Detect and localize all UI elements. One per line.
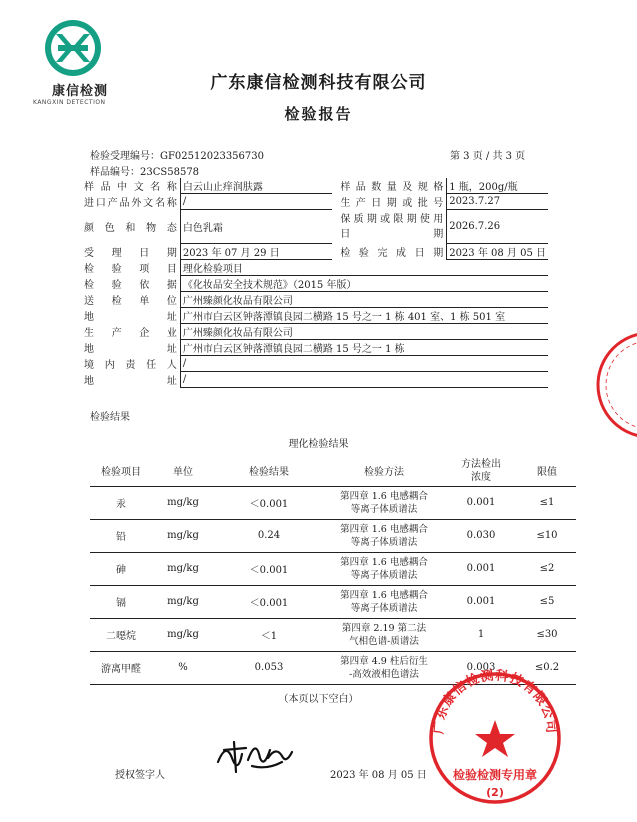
cell-item: 汞 — [116, 499, 126, 510]
info-value: 2026.7.26 — [447, 210, 548, 244]
info-value: 白色乳霜 — [180, 210, 332, 244]
info-label: 境内责任人 — [82, 356, 180, 372]
cell-unit: mg/kg — [167, 563, 199, 574]
cell-method-line: 气相色谱-质谱法 — [349, 635, 419, 647]
info-label — [332, 210, 446, 244]
info-label: 检验依据 — [82, 276, 180, 292]
column-header: 检验方法 — [324, 456, 444, 486]
cell-limit: ≤30 — [536, 629, 558, 640]
info-row — [82, 292, 548, 308]
cell-detection: 0.030 — [466, 530, 496, 541]
info-label: 检验完成日期 — [332, 244, 446, 260]
info-row — [82, 324, 548, 340]
info-label: 样品数量及规格 — [332, 178, 446, 194]
cell-item: 铅 — [116, 532, 126, 543]
cell-limit: ≤2 — [539, 563, 555, 574]
sample-number: 样品编号：23CS58578 — [90, 167, 200, 178]
info-label: 检验项目 — [82, 260, 180, 276]
cell-method — [324, 618, 444, 651]
column-header — [444, 456, 518, 486]
cell-method-line: 第四章 1.6 电感耦合 — [340, 589, 428, 601]
cell-method — [324, 519, 444, 552]
cell-detection: 0.001 — [466, 596, 496, 607]
info-label-line: 保质期或限期使用 — [340, 213, 444, 225]
cell-limit: ≤5 — [539, 596, 555, 607]
cell-method-line: 第四章 1.6 电感耦合 — [340, 556, 428, 568]
info-label-line: 日期 — [340, 228, 444, 240]
info-value: 2023 年 07 月 29 日 — [180, 244, 332, 260]
cell-method-line: 第四章 2.19 第二法 — [341, 622, 427, 634]
table-row — [90, 585, 576, 618]
column-header-line: 方法检出 — [461, 458, 501, 470]
sample-info-table — [82, 178, 548, 388]
cell-result: ＜1 — [260, 631, 278, 642]
cell-item: 砷 — [116, 565, 126, 576]
info-label: 地址 — [82, 340, 180, 356]
cell-method-line: 等离子体质谱法 — [350, 503, 418, 515]
info-row — [82, 210, 548, 244]
info-label: 进口产品外文名称 — [82, 194, 180, 210]
seal-ring-path: 广东康信检测科技有限公司 — [431, 668, 559, 735]
column-header: 检验项目 — [90, 456, 152, 486]
column-header: 检验结果 — [214, 456, 324, 486]
cell-limit: ≤0.2 — [534, 662, 560, 673]
info-value: 广州臻颜化妆品有限公司 — [180, 292, 548, 308]
info-row — [82, 276, 548, 292]
cell-method-line: 等离子体质谱法 — [350, 602, 418, 614]
results-table — [90, 456, 576, 685]
cell-method — [324, 486, 444, 519]
info-value: 广州市白云区钟落潭镇良园二横路 15 号之一 1 栋 401 室、1 栋 501 室 — [180, 308, 548, 324]
cell-detection: 0.003 — [466, 662, 496, 673]
info-label: 样品中文名称 — [82, 178, 180, 194]
cell-method-line: -高效液相色谱法 — [349, 668, 419, 680]
table-row — [90, 618, 576, 651]
info-row — [82, 178, 548, 194]
cell-unit: mg/kg — [167, 596, 199, 607]
info-value: / — [180, 194, 332, 210]
official-seal-stamp — [425, 668, 565, 808]
seal-number: (2) — [486, 786, 504, 799]
cell-detection: 0.001 — [466, 497, 496, 508]
partial-seal-stamp — [590, 330, 637, 440]
info-label: 颜色和物态 — [82, 210, 180, 244]
cell-limit: ≤10 — [536, 530, 558, 541]
end-note: （本页以下空白） — [278, 694, 359, 705]
cell-method-line: 第四章 1.6 电感耦合 — [340, 523, 428, 535]
signer-label: 授权签字人 — [115, 770, 165, 781]
seal-center-text: 检验检测专用章 — [452, 768, 538, 782]
cell-unit: mg/kg — [167, 629, 199, 640]
info-value: 广州臻颜化妆品有限公司 — [180, 324, 548, 340]
cell-unit: mg/kg — [167, 530, 199, 541]
cell-method-line: 等离子体质谱法 — [350, 536, 418, 548]
info-label: 生产日期或批号 — [332, 194, 446, 210]
cell-item: 游离甲醛 — [101, 664, 141, 675]
info-value: 《化妆品安全技术规范》（2015 年版） — [180, 276, 548, 292]
report-title: 检验报告 — [284, 105, 353, 123]
info-row — [82, 356, 548, 372]
results-section-label: 检验结果 — [90, 412, 130, 423]
cell-method-line: 第四章 1.6 电感耦合 — [340, 490, 428, 502]
info-value: 理化检验项目 — [180, 260, 548, 276]
info-label: 受理日期 — [82, 244, 180, 260]
cell-result: ＜0.001 — [249, 499, 289, 510]
info-label: 地址 — [82, 372, 180, 388]
cell-detection: 0.001 — [466, 563, 496, 574]
cell-item: 镉 — [116, 598, 126, 609]
info-row — [82, 308, 548, 324]
table-row — [90, 552, 576, 585]
seal-star-icon — [475, 720, 515, 757]
sign-date: 2023 年 08 月 05 日 — [330, 770, 427, 781]
results-table-title: 理化检验结果 — [288, 439, 349, 450]
info-row — [82, 244, 548, 260]
cell-unit: % — [178, 662, 188, 673]
cell-limit: ≤1 — [539, 497, 555, 508]
column-header: 单位 — [152, 456, 214, 486]
info-value: 2023 年 08 月 05 日 — [447, 244, 548, 260]
page-indicator: 第 3 页 / 共 3 页 — [450, 151, 526, 162]
cell-method-line: 等离子体质谱法 — [350, 569, 418, 581]
info-value: / — [180, 356, 548, 372]
info-label: 生产企业 — [82, 324, 180, 340]
info-label: 送检单位 — [82, 292, 180, 308]
cell-unit: mg/kg — [167, 497, 199, 508]
logo-text: 康信检测 — [52, 84, 109, 99]
cell-result: ＜0.001 — [249, 565, 289, 576]
info-label: 地址 — [82, 308, 180, 324]
cell-result: 0.24 — [257, 530, 281, 541]
info-row — [82, 340, 548, 356]
company-name: 广东康信检测科技有限公司 — [210, 73, 427, 93]
cell-detection: 1 — [477, 629, 485, 640]
cell-result: 0.053 — [254, 662, 284, 673]
cell-method — [324, 552, 444, 585]
cell-method-line: 第四章 4.9 柱后衍生 — [340, 655, 428, 667]
accept-number: 检验受理编号：GF02512023356730 — [90, 151, 264, 162]
cell-method — [324, 585, 444, 618]
handwritten-signature — [212, 728, 302, 778]
table-row — [90, 486, 576, 519]
info-row — [82, 194, 548, 210]
info-value: 广州市白云区钟落潭镇良园二横路 15 号之一 1 栋 — [180, 340, 548, 356]
info-row — [82, 372, 548, 388]
table-header-row — [90, 456, 576, 486]
info-row — [82, 260, 548, 276]
column-header: 限值 — [518, 456, 576, 486]
info-value: 1 瓶，200g/瓶 — [447, 178, 548, 194]
cell-item: 二噁烷 — [106, 631, 136, 642]
logo-subtext: KANGXIN DETECTION — [33, 99, 106, 106]
cell-result: ＜0.001 — [249, 598, 289, 609]
column-header-line: 浓度 — [471, 471, 491, 483]
info-value: 白云山止痒润肤露 — [180, 178, 332, 194]
table-row — [90, 519, 576, 552]
info-value: 2023.7.27 — [447, 194, 548, 210]
info-value: / — [180, 372, 548, 388]
